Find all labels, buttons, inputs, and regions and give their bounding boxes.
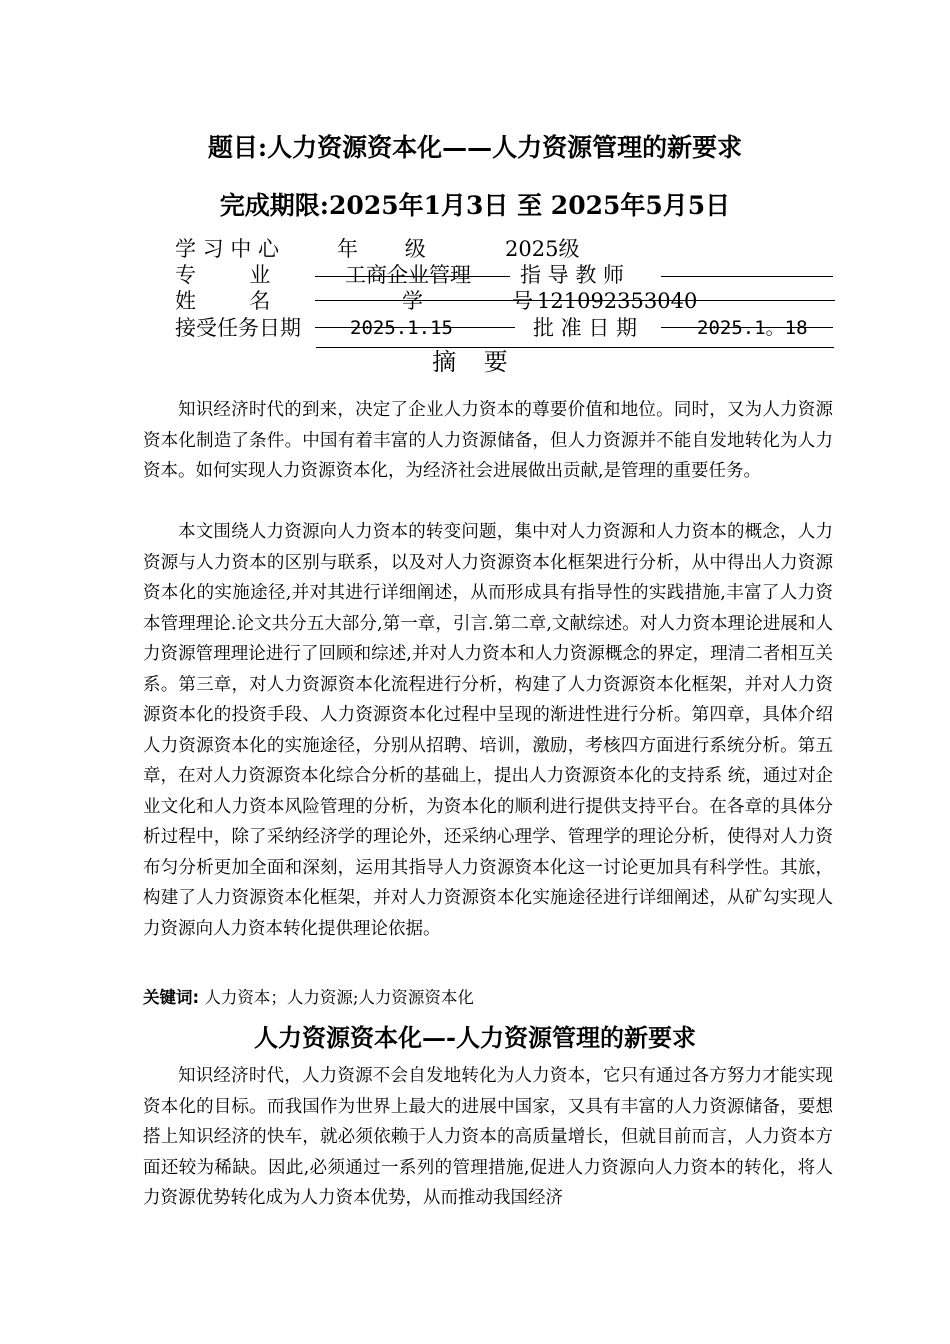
accept-date-value: 2025.1.15 bbox=[350, 317, 453, 339]
major-label: 专 业 bbox=[175, 263, 271, 287]
body-title: 人力资源资本化—-人力资源管理的新要求 bbox=[254, 1023, 696, 1052]
id-label-2: 号 bbox=[512, 289, 533, 313]
approve-date-label: 批 准 日 期 bbox=[533, 316, 638, 340]
grade-value: 2025级 bbox=[505, 237, 580, 261]
keywords-value: 人力资本；人力资源;人力资源资本化 bbox=[204, 988, 474, 1007]
document-title: 题目:人力资源资本化——人力资源管理的新要求 bbox=[207, 133, 743, 162]
abstract-paragraph-1: 知识经济时代的到来，决定了企业人力资本的尊要价值和地位。同时，又为人力资源资本化制造了条件。中国有着丰富的人力资源储备，但人力资源并不能自发地转化为人力资本。如何实现人力资源资本化，为经济社会进展做出贡献,是管理的重要任务。 bbox=[143, 400, 833, 481]
body-paragraph-1: 知识经济时代，人力资源不会自发地转化为人力资本，它只有通过各方努力才能实现资本化的目标。而我国作为世界上最大的进展中国家，又具有丰富的人力资源储备，要想搭上知识经济的快车，就必须依赖于人力资本的高质量增长，但就目前而言，人力资本方面还较为稀缺。因此,必须通过一系列的管理措施,促进人力资源向人力资本的转化，将人力资源优势转化成为人力资本优势，从而推动我国经济 bbox=[143, 1066, 833, 1208]
advisor-label: 指 导 教 师 bbox=[520, 263, 625, 287]
abstract-paragraph-2: 本文围绕人力资源向人力资本的转变问题，集中对人力资源和人力资本的概念，人力资源与人力资本的区别与联系，以及对人力资源资本化框架进行分析，从中得出人力资源资本化的实施途径,并对其进行详细阐述，从而形成具有指导性的实践措施,丰富了人力资本管理理论.论文共分五大部分,第一章，引言.第二章,文献综述。对人力资本理论进展和人力资源管理理论进行了回顾和综述,并对人力资本和人力资源概念的界定，理清二者相互关系。第三章，对人力资源资本化流程进行分析，构建了人力资源资本化框架，并对人力资源资本化的投资手段、人力资源资本化过程中呈现的渐进性进行分析。第四章，具体介绍人力资源资本化的实施途径，分别从招聘、培训，激励，考核四方面进行系统分析。第五章，在对人力资源资本化综合分析的基础上，提出人力资源资本化的支持系 统，通过对企业文化和人力资本风险管理的分析，为资本化的顺利进行提供支持平台。在各章的具体分析过程中，除了采纳经济学的理论外，还采纳心理学、管理学的理论分析，使得对人力资布匀分析更加全面和深刻，运用其指导人力资源资本化这一讨论更加具有科学性。其旅，构建了人力资源资本化框架，并对人力资源资本化实施途径进行详细阐述，从矿勾实现人力资源向人力资本转化提供理论依据。 bbox=[143, 522, 833, 939]
student-id-value: 121092353040 bbox=[537, 289, 698, 313]
id-label: 学 bbox=[402, 289, 423, 313]
info-row-center bbox=[175, 236, 835, 263]
deadline-line: 完成期限:2025年1月3日 至 2025年5月5日 bbox=[219, 191, 731, 220]
grade-label: 年 级 bbox=[337, 237, 426, 261]
name-label: 姓 名 bbox=[175, 289, 271, 313]
info-row-dates bbox=[175, 315, 835, 342]
keywords-line bbox=[143, 986, 474, 1010]
keywords-label: 关键词: bbox=[143, 988, 200, 1007]
abstract-heading: 摘 要 bbox=[432, 348, 518, 376]
center-label: 学 习 中 心 bbox=[175, 237, 280, 261]
accept-date-label: 接受任务日期 bbox=[175, 316, 301, 340]
advisor-underline bbox=[661, 276, 833, 277]
info-row-name bbox=[175, 288, 835, 315]
major-value: 工商企业管理 bbox=[345, 263, 471, 287]
approve-date-value: 2025.1。18 bbox=[697, 317, 808, 339]
info-row-major bbox=[175, 262, 835, 289]
